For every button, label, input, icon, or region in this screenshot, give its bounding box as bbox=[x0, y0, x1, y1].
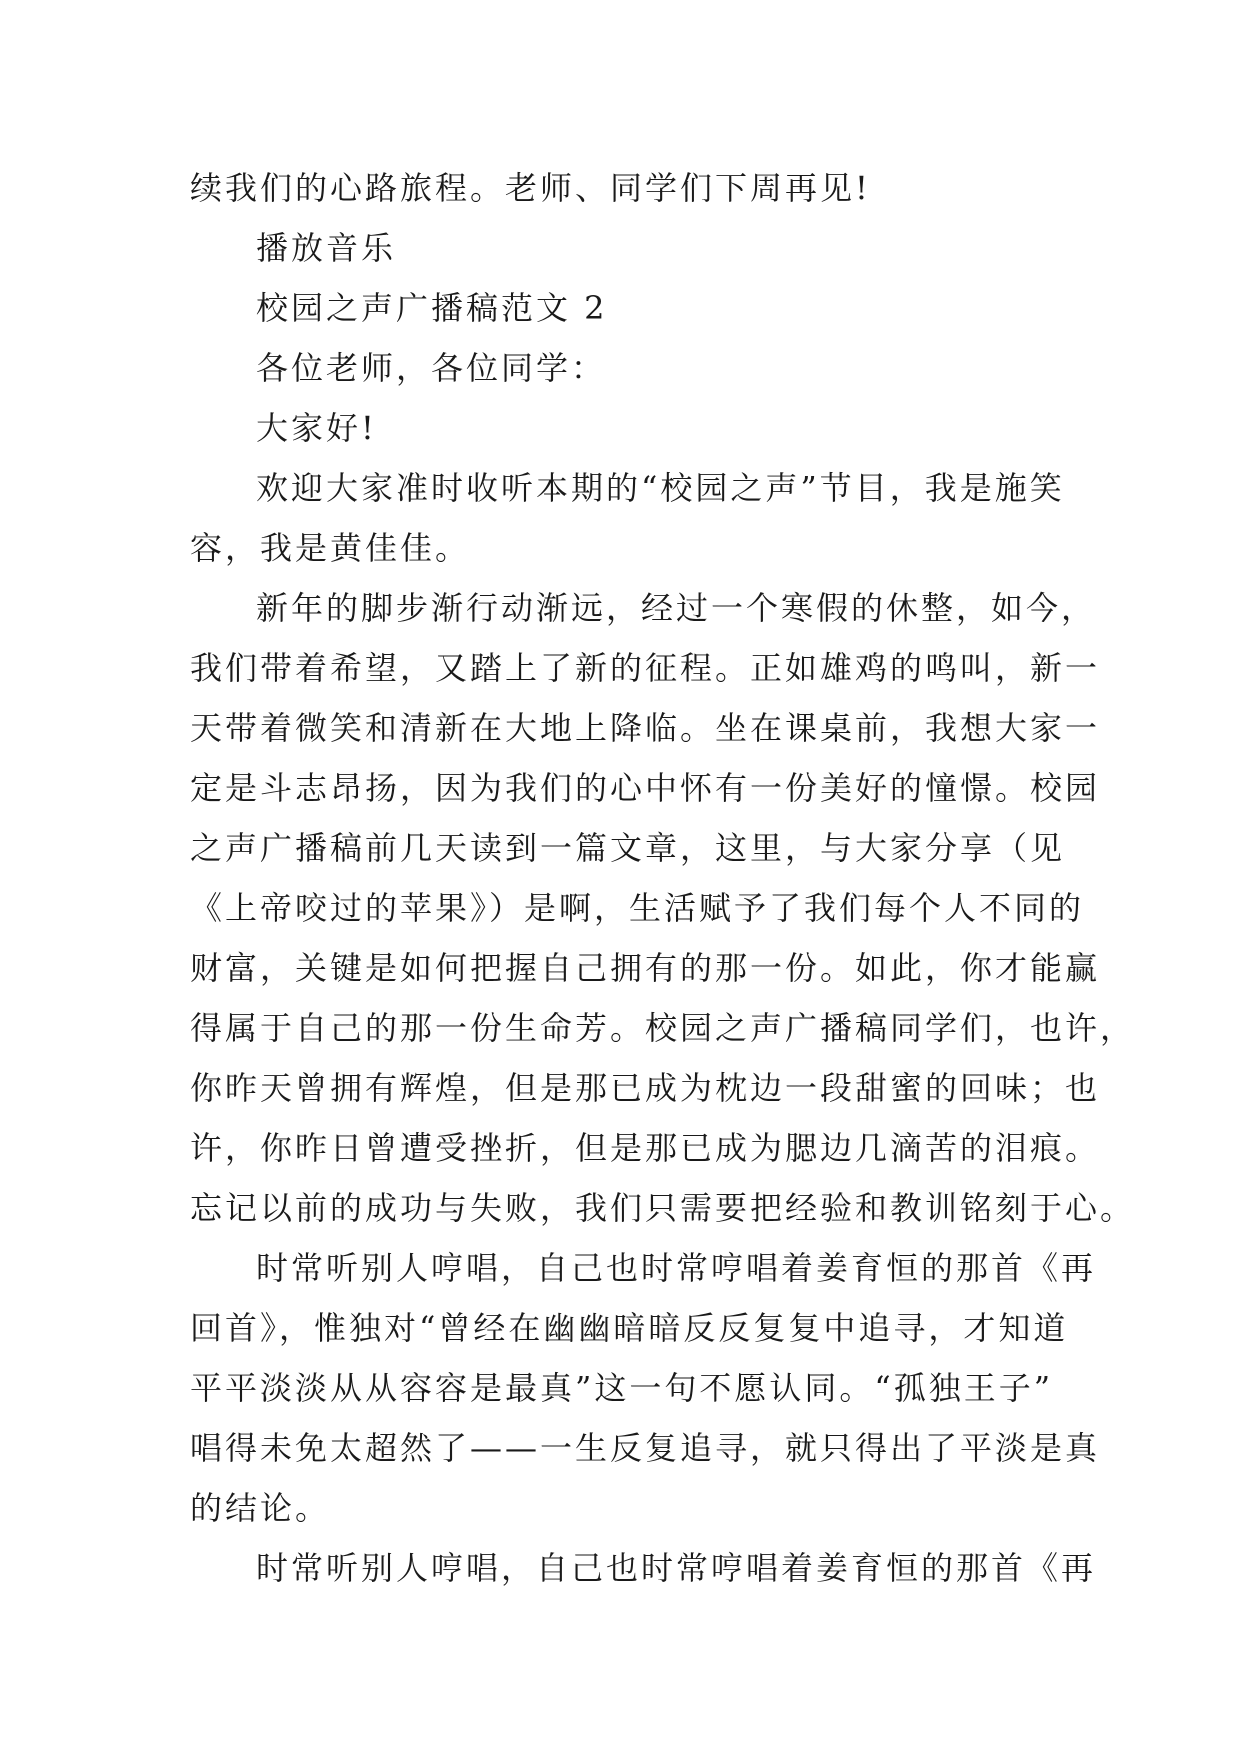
text-line: 财富，关键是如何把握自己拥有的那一份。如此，你才能赢 bbox=[190, 949, 1101, 987]
greeting-line: 大家好! bbox=[256, 409, 377, 447]
section-title: 校园之声广播稿范文 2 bbox=[256, 289, 608, 327]
text-line: 之声广播稿前几天读到一篇文章，这里，与大家分享（见 bbox=[190, 829, 1066, 867]
text-line: 时常听别人哼唱，自己也时常哼唱着姜育恒的那首《再 bbox=[256, 1249, 1097, 1287]
text-line: 你昨天曾拥有辉煌，但是那已成为枕边一段甜蜜的回味；也 bbox=[190, 1069, 1101, 1107]
text-line: 我们带着希望，又踏上了新的征程。正如雄鸡的鸣叫，新一 bbox=[190, 649, 1101, 687]
document-page bbox=[190, 158, 1136, 1598]
text-line: 播放音乐 bbox=[256, 229, 397, 267]
text-line: 平平淡淡从从容容是最真”这一句不愿认同。“孤独王子” bbox=[190, 1369, 1054, 1407]
text-line: 续我们的心路旅程。老师、同学们下周再见! bbox=[190, 169, 871, 207]
text-line: 回首》，惟独对“曾经在幽幽暗暗反反复复中追寻，才知道 bbox=[190, 1309, 1069, 1347]
text-line: 许，你昨日曾遭受挫折，但是那已成为腮边几滴苦的泪痕。 bbox=[190, 1129, 1101, 1167]
text-line: 得属于自己的那一份生命芳。校园之声广播稿同学们，也许， bbox=[190, 1009, 1136, 1047]
text-line: 新年的脚步渐行动渐远，经过一个寒假的休整，如今， bbox=[256, 589, 1097, 627]
text-line: 的结论。 bbox=[190, 1489, 331, 1527]
text-line: 欢迎大家准时收听本期的“校园之声”节目，我是施笑 bbox=[256, 469, 1065, 507]
greeting-line: 各位老师，各位同学： bbox=[256, 349, 607, 387]
text-line: 忘记以前的成功与失败，我们只需要把经验和教训铭刻于心。 bbox=[190, 1189, 1136, 1227]
text-line: 定是斗志昂扬，因为我们的心中怀有一份美好的憧憬。校园 bbox=[190, 769, 1101, 807]
text-line: 《上帝咬过的苹果》）是啊，生活赋予了我们每个人不同的 bbox=[190, 889, 1085, 927]
text-line: 时常听别人哼唱，自己也时常哼唱着姜育恒的那首《再 bbox=[256, 1549, 1097, 1587]
text-line: 唱得未免太超然了——一生反复追寻，就只得出了平淡是真 bbox=[190, 1429, 1101, 1467]
text-line: 容，我是黄佳佳。 bbox=[190, 529, 471, 567]
text-line: 天带着微笑和清新在大地上降临。坐在课桌前，我想大家一 bbox=[190, 709, 1101, 747]
